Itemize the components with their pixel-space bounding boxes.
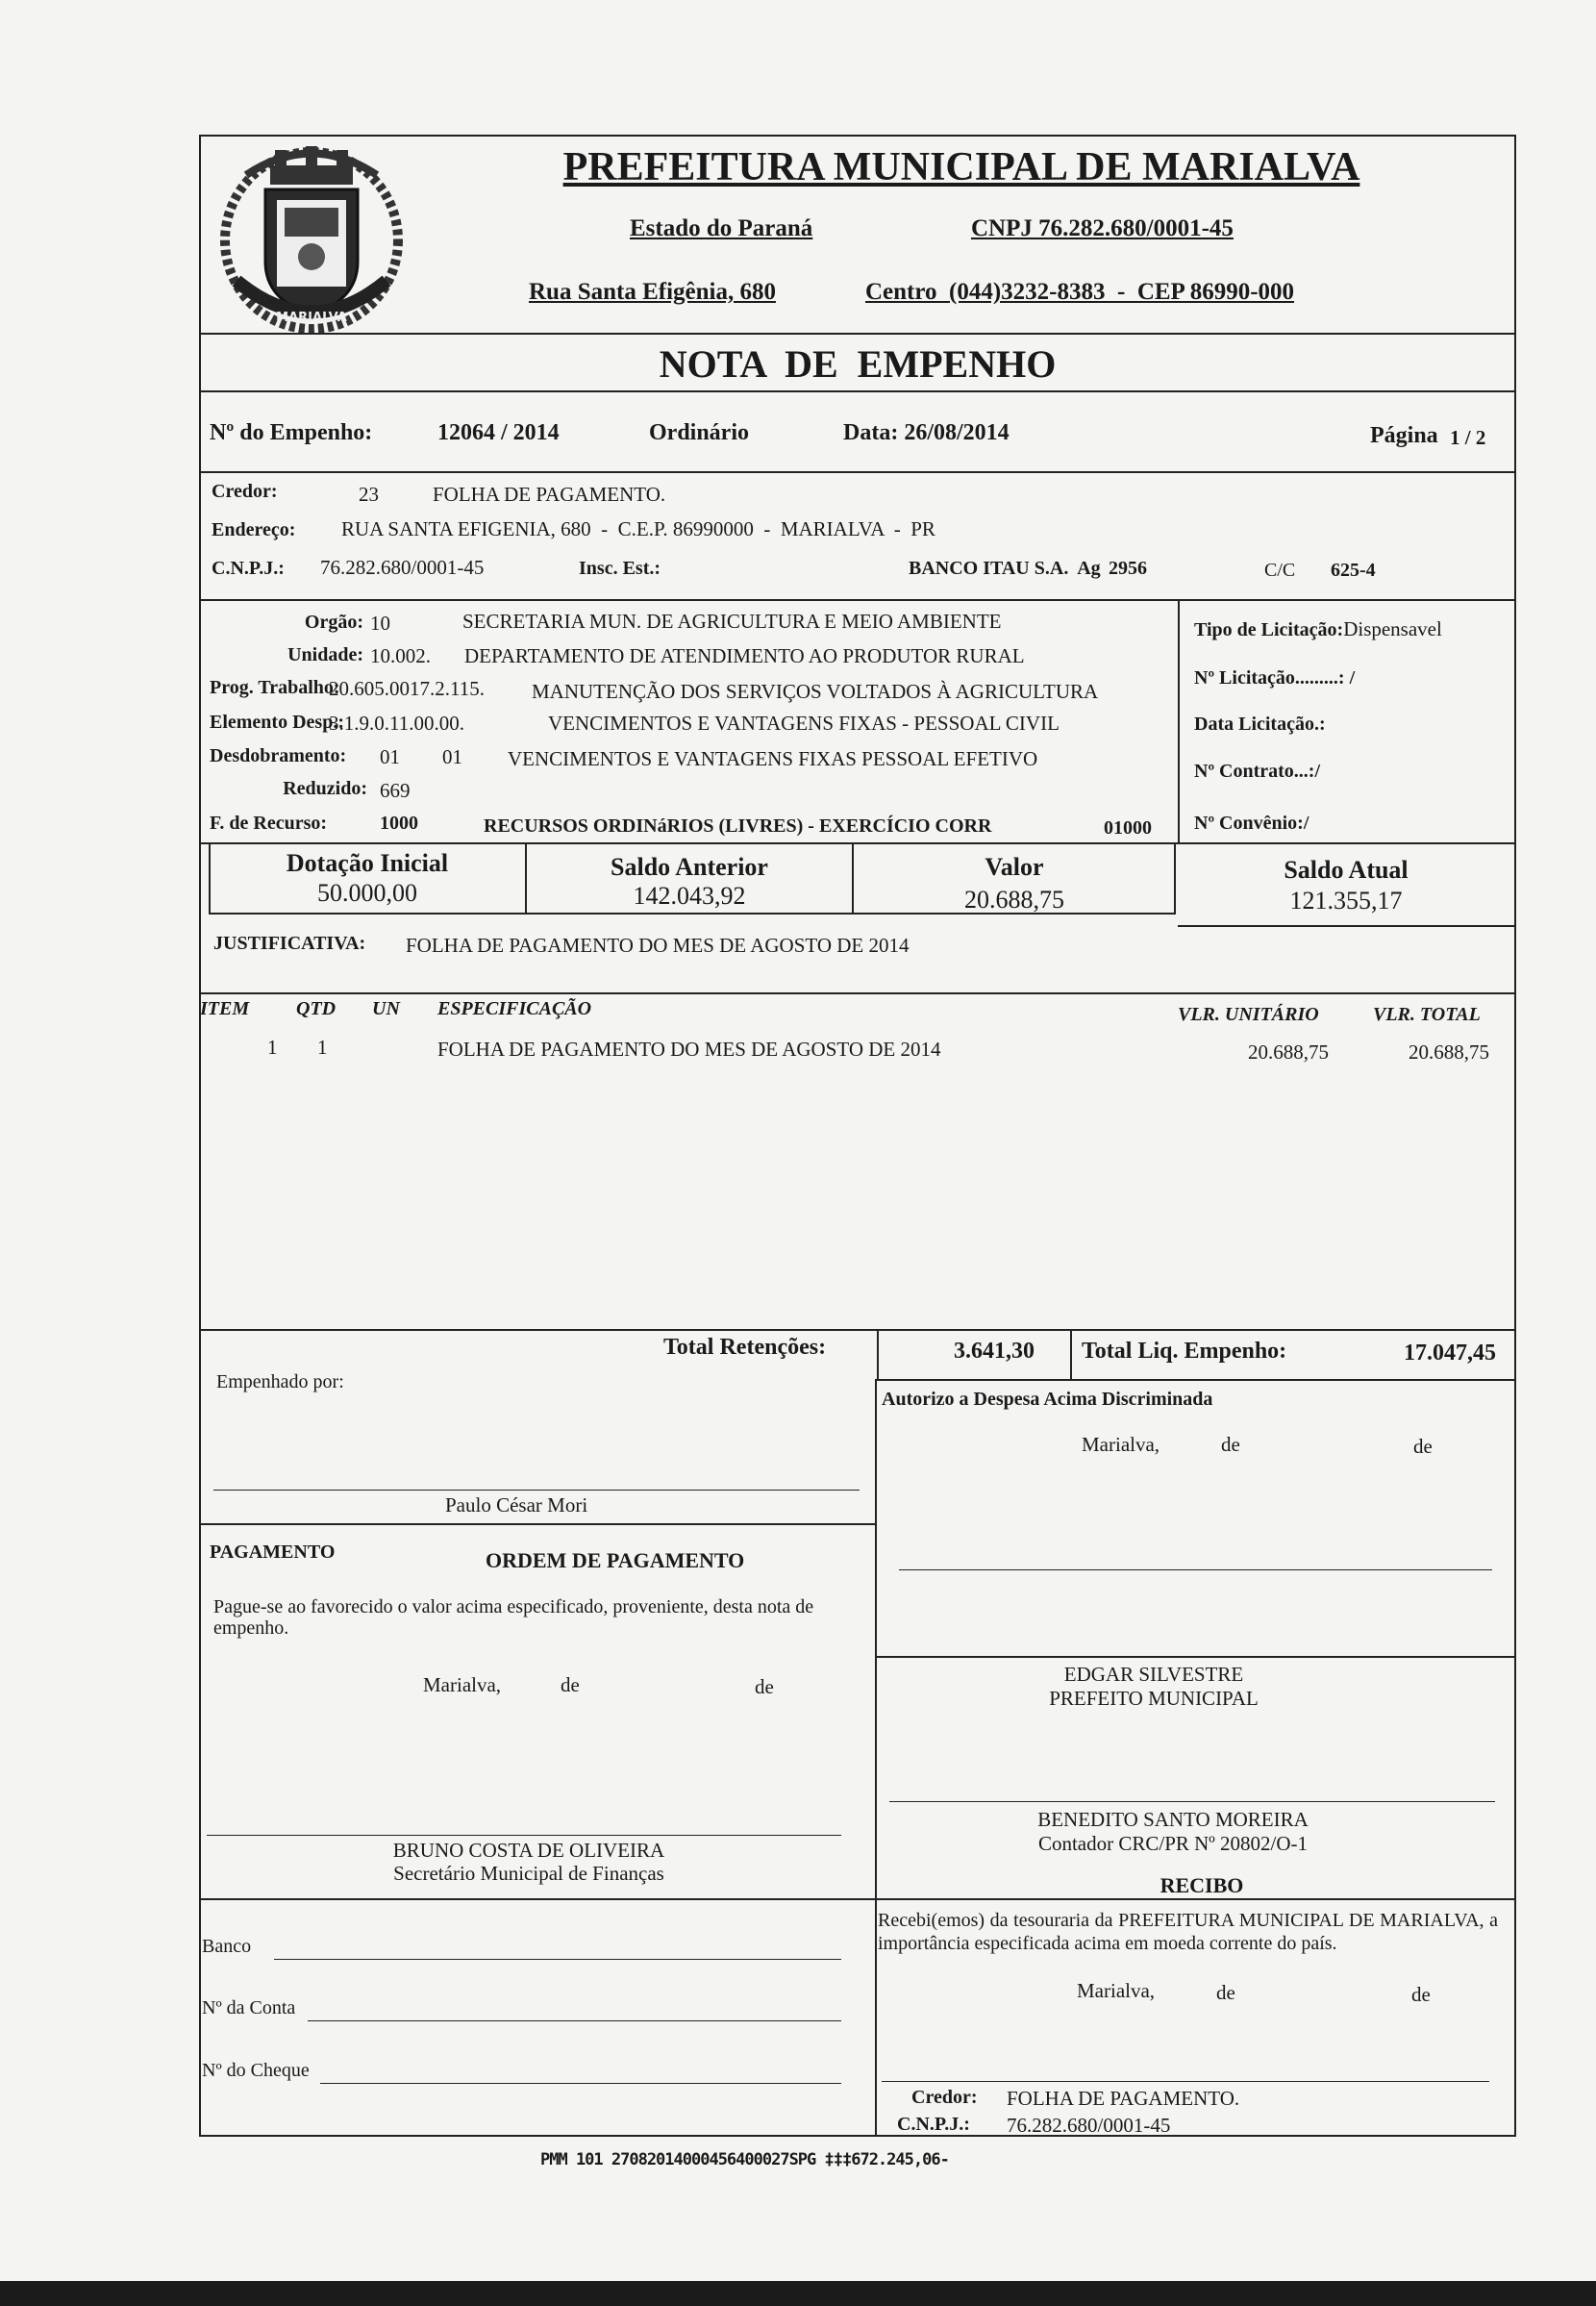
banco-field-line: [274, 1959, 841, 1960]
bank-name: BANCO ITAU S.A. Ag: [909, 558, 1101, 579]
pagamento-place: Marialva,: [423, 1673, 502, 1696]
licitacao-tipo: Dispensavel: [1343, 617, 1442, 640]
autorizo-place: Marialva,: [1082, 1433, 1160, 1456]
empenho-number-label: Nº do Empenho:: [210, 420, 373, 445]
orgao-label: Orgão:: [304, 612, 363, 633]
page-number: 1 / 2: [1450, 426, 1486, 449]
reduzido-label: Reduzido:: [283, 778, 367, 799]
cc-label: C/C: [1264, 560, 1296, 581]
signature-line: [899, 1569, 1492, 1570]
col-un: UN: [372, 998, 400, 1019]
desdob-code1: 01: [380, 745, 400, 768]
recibo-title: RECIBO: [1160, 1873, 1244, 1897]
state-label: Estado do Paraná: [630, 215, 813, 241]
prog-label: Prog. Trabalho:: [210, 677, 340, 698]
elemento-name: VENCIMENTOS E VANTAGENS FIXAS - PESSOAL CIVIL: [548, 712, 1060, 735]
secretario-role: Secretário Municipal de Finanças: [393, 1862, 664, 1885]
empenhado-label: Empenhado por:: [216, 1371, 344, 1392]
doc-title: NOTA DE EMPENHO: [659, 342, 1057, 386]
recurso-label: F. de Recurso:: [210, 813, 328, 834]
banco-label: Banco: [202, 1936, 252, 1957]
recibo-credor-label: Credor:: [911, 2087, 978, 2108]
prefeito-role: PREFEITO MUNICIPAL: [1049, 1687, 1259, 1710]
divider: [877, 1379, 1516, 1381]
valor-label: Valor: [985, 853, 1044, 881]
recibo-de1: de: [1216, 1981, 1235, 2004]
divider: [199, 992, 1516, 994]
anterior-label: Saldo Anterior: [611, 853, 768, 881]
credor-label: Credor:: [212, 481, 278, 502]
address-header: Rua Santa Efigênia, 680: [529, 279, 776, 305]
autorizo-title: Autorizo a Despesa Acima Discriminada: [882, 1389, 1213, 1410]
signature-line: [207, 1835, 841, 1836]
col-qtd: QTD: [296, 998, 337, 1019]
liquido-value: 17.047,45: [1404, 1341, 1496, 1366]
credor-cnpj: 76.282.680/0001-45: [320, 556, 485, 579]
authentication-stamp: PMM 101 27082014000456400027SPG ‡‡‡672.245,06-: [540, 2150, 949, 2169]
divider: [199, 1523, 877, 1525]
liquido-label: Total Liq. Empenho:: [1082, 1339, 1287, 1364]
autorizo-de1: de: [1221, 1433, 1240, 1456]
coat-of-arms-logo: [217, 137, 406, 338]
item-number: 1: [267, 1036, 278, 1059]
divider: [875, 1379, 877, 2137]
reduzido-value: 669: [380, 779, 411, 802]
recibo-credor: FOLHA DE PAGAMENTO.: [1007, 2087, 1240, 2110]
elemento-code: 3.1.9.0.11.00.00.: [329, 712, 464, 735]
recurso-code: 1000: [380, 813, 418, 834]
svg-text:MARIALVA: MARIALVA: [276, 311, 347, 325]
unidade-code: 10.002.: [370, 644, 431, 667]
cnpj-header: CNPJ 76.282.680/0001-45: [971, 215, 1234, 241]
anterior-value: 142.043,92: [633, 882, 746, 910]
pagamento-de1: de: [561, 1673, 580, 1696]
licitacao-numero: Nº Licitação.........: /: [1194, 667, 1356, 689]
licitacao-contrato: Nº Contrato...:/: [1194, 761, 1321, 782]
page-label: Página: [1370, 423, 1438, 448]
pagamento-label: PAGAMENTO: [210, 1542, 336, 1563]
divider: [1178, 599, 1180, 842]
atual-label: Saldo Atual: [1284, 856, 1409, 884]
cheque-label: Nº do Cheque: [202, 2060, 310, 2081]
item-vlr-unitario: 20.688,75: [1248, 1040, 1329, 1064]
retencoes-label: Total Retenções:: [663, 1335, 827, 1360]
prog-code: 20.605.0017.2.115.: [329, 677, 485, 700]
insc-label: Insc. Est.:: [579, 558, 661, 579]
divider: [199, 1329, 1516, 1331]
recibo-text: Recebi(emos) da tesouraria da PREFEITURA MUNICIPAL DE MARIALVA, a importância especificada acima em moeda corrente do país.: [878, 1910, 1498, 1954]
page-title: PREFEITURA MUNICIPAL DE MARIALVA: [562, 145, 1360, 189]
unidade-label: Unidade:: [287, 644, 363, 665]
divider: [199, 599, 1516, 601]
col-vlr-total: VLR. TOTAL: [1373, 1004, 1481, 1025]
empenho-number: 12064 / 2014: [437, 420, 560, 445]
empenhado-name: Paulo César Mori: [445, 1493, 588, 1516]
signature-line: [889, 1801, 1495, 1802]
col-especificacao: ESPECIFICAÇÃO: [437, 998, 592, 1019]
ordem-pagamento: ORDEM DE PAGAMENTO: [486, 1548, 745, 1572]
prefeito-name: EDGAR SILVESTRE: [1063, 1663, 1244, 1686]
recibo-cnpj-label: C.N.P.J.:: [897, 2114, 970, 2135]
bank-agency: 2956: [1109, 558, 1147, 579]
dotacao-label: Dotação Inicial: [286, 849, 449, 877]
licitacao-tipo-label: [1194, 617, 1442, 641]
divider: [199, 333, 1516, 335]
prog-name: MANUTENÇÃO DOS SERVIÇOS VOLTADOS À AGRICULTURA: [532, 680, 1099, 703]
conta-label: Nº da Conta: [202, 1997, 296, 2018]
recibo-place: Marialva,: [1077, 1979, 1156, 2002]
recurso-name: RECURSOS ORDINáRIOS (LIVRES) - EXERCÍCIO CORR: [484, 815, 992, 837]
signature-line: [213, 1490, 860, 1491]
divider: [1178, 925, 1516, 927]
pagamento-de2: de: [755, 1675, 774, 1698]
licitacao-tipo-label-text: Tipo de Licitação:: [1194, 619, 1344, 640]
contact-header: Centro (044)3232-8383 - CEP 86990-000: [865, 279, 1295, 305]
credor-name: FOLHA DE PAGAMENTO.: [433, 483, 666, 506]
licitacao-convenio: Nº Convênio:/: [1194, 813, 1309, 834]
divider: [875, 1656, 1516, 1658]
divider: [877, 1329, 879, 1379]
signature-line: [882, 2081, 1489, 2082]
desdob-name: VENCIMENTOS E VANTAGENS FIXAS PESSOAL EFETIVO: [508, 747, 1038, 770]
cc-value: 625-4: [1331, 560, 1376, 581]
desdob-label: Desdobramento:: [210, 745, 347, 766]
valor-value: 20.688,75: [964, 886, 1064, 914]
retencoes-value: 3.641,30: [954, 1339, 1035, 1364]
item-especificacao: FOLHA DE PAGAMENTO DO MES DE AGOSTO DE 2014: [437, 1038, 941, 1061]
col-item: ITEM: [200, 998, 250, 1019]
recibo-de2: de: [1411, 1983, 1431, 2006]
credor-code: 23: [359, 483, 379, 506]
divider: [199, 471, 1516, 473]
licitacao-data: Data Licitação.:: [1194, 714, 1326, 735]
address-label: Endereço:: [212, 519, 296, 540]
scan-shadow: [0, 2281, 1596, 2306]
credor-address: RUA SANTA EFIGENIA, 680 - C.E.P. 86990000 - MARIALVA - PR: [341, 517, 935, 540]
divider: [199, 390, 1516, 392]
contador-name: BENEDITO SANTO MOREIRA: [1037, 1808, 1309, 1831]
secretario-name: BRUNO COSTA DE OLIVEIRA: [392, 1839, 665, 1862]
justificativa-label: JUSTIFICATIVA:: [213, 933, 366, 954]
item-qtd: 1: [317, 1036, 328, 1059]
cnpj-label: C.N.P.J.:: [212, 558, 285, 579]
orgao-code: 10: [370, 612, 390, 635]
contador-role: Contador CRC/PR Nº 20802/O-1: [1037, 1832, 1309, 1855]
orgao-name: SECRETARIA MUN. DE AGRICULTURA E MEIO AMBIENTE: [462, 610, 1002, 633]
autorizo-de2: de: [1413, 1435, 1433, 1458]
dotacao-value: 50.000,00: [317, 879, 417, 907]
elemento-label: Elemento Desp.:: [210, 712, 344, 733]
conta-field-line: [308, 2020, 841, 2021]
divider: [1070, 1329, 1072, 1379]
recurso-code2: 01000: [1104, 817, 1152, 839]
col-vlr-unitario: VLR. UNITÁRIO: [1178, 1004, 1319, 1025]
item-vlr-total: 20.688,75: [1409, 1040, 1489, 1064]
cheque-field-line: [320, 2083, 841, 2084]
justificativa-text: FOLHA DE PAGAMENTO DO MES DE AGOSTO DE 2014: [406, 934, 910, 957]
divider: [199, 1898, 1516, 1900]
recibo-cnpj: 76.282.680/0001-45: [1007, 2114, 1171, 2137]
desdob-code2: 01: [442, 745, 462, 768]
pagamento-text: Pague-se ao favorecido o valor acima especificado, proveniente, desta nota de empenho.: [213, 1596, 814, 1639]
empenho-type: Ordinário: [649, 420, 750, 445]
unidade-name: DEPARTAMENTO DE ATENDIMENTO AO PRODUTOR RURAL: [464, 644, 1025, 667]
atual-value: 121.355,17: [1289, 887, 1403, 915]
empenho-date: Data: 26/08/2014: [843, 420, 1010, 445]
